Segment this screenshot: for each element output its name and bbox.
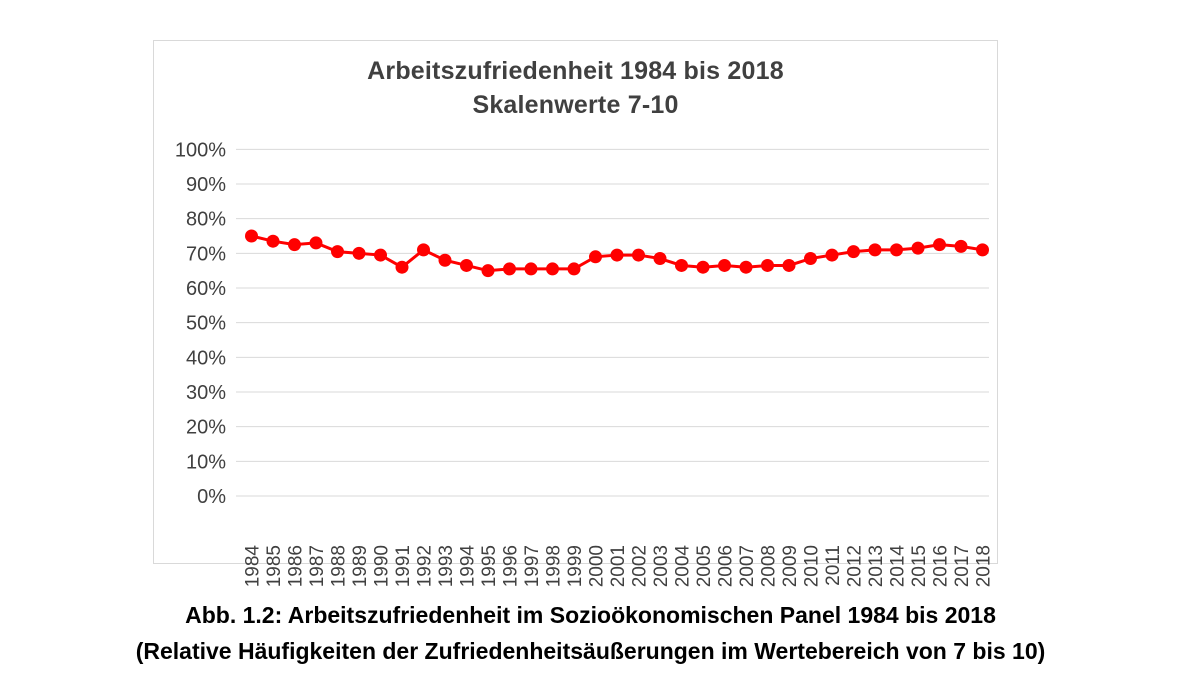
x-axis-label-2016: 2016 [930,545,952,588]
data-point-2009 [783,259,796,272]
x-axis-label-2010: 2010 [801,545,823,588]
data-point-1991 [396,261,409,274]
x-axis-label-2012: 2012 [844,545,866,588]
data-point-1997 [525,262,538,275]
data-point-2004 [675,259,688,272]
caption-line-1: Abb. 1.2: Arbeitszufriedenheit im Sozioökonomischen Panel 1984 bis 2018 [185,602,996,628]
x-axis-label-1992: 1992 [414,545,436,588]
data-point-1988 [331,245,344,258]
data-point-1984 [245,229,258,242]
data-point-2008 [761,259,774,272]
y-axis-label-70: 70% [185,243,226,266]
data-point-2012 [847,245,860,258]
x-axis-label-2015: 2015 [909,545,930,588]
x-axis-label-1997: 1997 [522,545,543,588]
x-axis-label-1990: 1990 [371,545,393,588]
data-point-1989 [353,247,366,260]
data-point-1994 [460,259,473,272]
x-axis-label-1988: 1988 [328,545,350,588]
data-point-2003 [654,252,667,265]
x-axis-label-2018: 2018 [973,545,995,588]
data-point-2015 [912,242,925,255]
data-point-2007 [740,261,753,274]
x-axis-label-2004: 2004 [672,545,694,588]
y-axis-label-10: 10% [185,451,226,474]
x-axis-label-2005: 2005 [694,545,715,588]
data-point-1995 [482,264,495,277]
figure-caption [0,597,1181,669]
x-axis-label-1994: 1994 [457,545,479,588]
chart-title: Arbeitszufriedenheit 1984 bis 2018 [367,57,784,85]
x-axis-label-2001: 2001 [608,545,629,588]
data-point-2014 [890,243,903,256]
x-axis-label-1986: 1986 [285,545,307,588]
data-point-2011 [826,249,839,262]
y-axis-label-30: 30% [185,381,226,404]
data-point-2002 [632,249,645,262]
y-axis-label-80: 80% [185,208,226,231]
data-point-1999 [568,262,581,275]
data-point-2017 [955,240,968,253]
chart-subtitle: Skalenwerte 7-10 [472,91,679,119]
x-axis-label-2000: 2000 [586,545,608,588]
y-axis-label-0: 0% [197,486,226,508]
x-axis-label-1995: 1995 [479,545,500,588]
y-axis-label-90: 90% [185,173,226,196]
line-chart-figure [153,40,998,588]
data-point-1998 [546,262,559,275]
data-point-2005 [697,261,710,274]
data-point-1993 [439,254,452,267]
x-axis-label-2008: 2008 [758,545,780,588]
x-axis-label-2009: 2009 [780,545,801,588]
caption-line-2: (Relative Häufigkeiten der Zufriedenheitsäußerungen im Wertebereich von 7 bis 10) [135,638,1046,664]
x-axis-label-1984: 1984 [242,545,264,588]
y-axis-label-60: 60% [185,277,226,300]
x-axis-label-2002: 2002 [629,545,651,588]
data-point-1987 [310,236,323,249]
x-axis-label-2003: 2003 [651,545,672,588]
x-axis-label-1991: 1991 [393,545,414,588]
x-axis-label-2014: 2014 [887,545,909,588]
x-axis-label-1989: 1989 [350,545,371,588]
x-axis-label-1993: 1993 [436,545,457,588]
data-point-2010 [804,252,817,265]
y-axis-label-100: 100% [174,139,226,162]
data-point-1996 [503,262,516,275]
data-point-1992 [417,243,430,256]
data-point-2013 [869,243,882,256]
data-point-2016 [933,238,946,251]
x-axis-label-2011: 2011 [823,545,844,586]
y-axis-label-50: 50% [185,312,226,335]
data-point-1990 [374,249,387,262]
x-axis-label-1985: 1985 [264,545,285,588]
data-point-1985 [267,235,280,248]
x-axis-label-2013: 2013 [866,545,887,588]
x-axis-label-1999: 1999 [565,545,586,588]
data-point-1986 [288,238,301,251]
x-axis-label-2017: 2017 [952,545,973,588]
x-axis-label-1996: 1996 [500,545,522,588]
y-axis-label-20: 20% [185,416,226,439]
y-axis-label-40: 40% [185,347,226,370]
data-point-2006 [718,259,731,272]
x-axis-label-2007: 2007 [737,545,758,588]
x-axis-label-1998: 1998 [543,545,565,588]
data-point-2000 [589,250,602,263]
data-point-2018 [976,243,989,256]
data-point-2001 [611,249,624,262]
x-axis-label-2006: 2006 [715,545,737,588]
x-axis-label-1987: 1987 [307,545,328,588]
